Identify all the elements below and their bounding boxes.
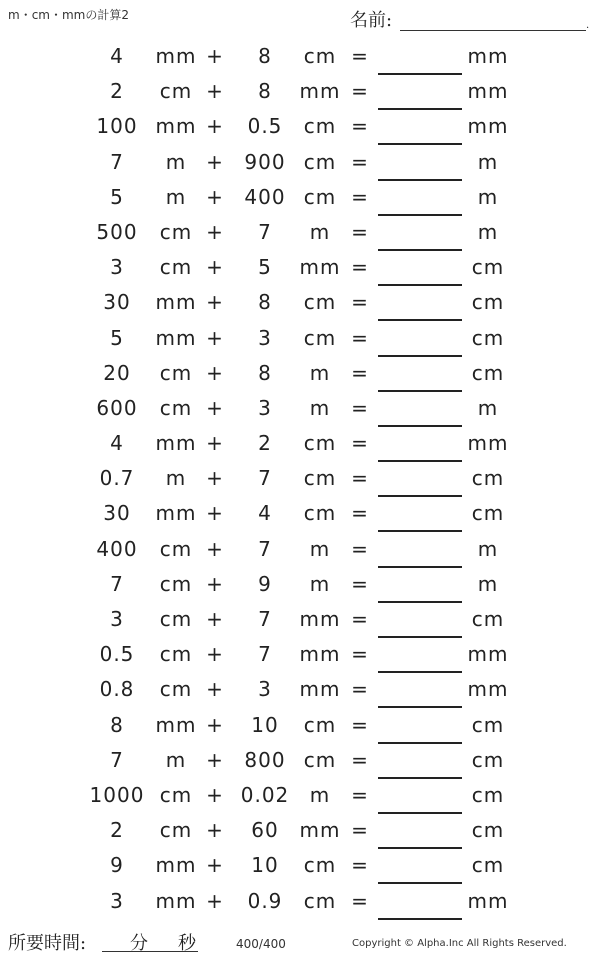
minutes-label: 分 (130, 933, 148, 954)
answer-blank[interactable] (378, 321, 462, 356)
answer-unit: cm (471, 853, 505, 878)
second-number: 7 (258, 536, 272, 561)
second-number: 5 (258, 255, 272, 280)
second-number: 3 (258, 395, 272, 420)
second-unit: cm (303, 712, 337, 737)
problem-row (0, 109, 600, 144)
equals-sign: = (351, 184, 369, 209)
first-number: 3 (110, 888, 124, 913)
equals-sign: = (351, 677, 369, 702)
problem-row (0, 215, 600, 250)
answer-blank[interactable] (378, 567, 462, 602)
first-number: 2 (110, 818, 124, 843)
equals-sign: = (351, 149, 369, 174)
second-number: 8 (258, 290, 272, 315)
first-unit: mm (155, 501, 197, 526)
answer-blank[interactable] (378, 250, 462, 285)
second-unit: mm (299, 255, 341, 280)
second-unit: cm (303, 290, 337, 315)
problem-row (0, 496, 600, 531)
second-number: 7 (258, 607, 272, 631)
answer-unit: cm (471, 255, 505, 280)
first-unit: m (165, 149, 187, 174)
answer-unit: mm (467, 79, 509, 104)
answer-unit: m (477, 219, 499, 244)
problem-row (0, 602, 600, 637)
equals-sign: = (351, 607, 369, 631)
first-unit: mm (155, 712, 197, 737)
first-unit: cm (159, 677, 193, 702)
seconds-label: 秒 (178, 933, 196, 954)
plus-operator: + (206, 79, 224, 104)
first-unit: cm (159, 607, 193, 631)
first-unit: m (165, 466, 187, 491)
problem-row (0, 672, 600, 707)
plus-operator: + (206, 607, 224, 631)
second-unit: cm (303, 853, 337, 878)
answer-unit: cm (471, 607, 505, 631)
answer-blank[interactable] (378, 426, 462, 461)
equals-sign: = (351, 325, 369, 350)
answer-blank[interactable] (378, 39, 462, 74)
plus-operator: + (206, 114, 224, 139)
second-number: 4 (258, 501, 272, 526)
first-number: 0.5 (99, 642, 135, 667)
time-required-label: 所要時間: (8, 933, 87, 954)
problem-row (0, 778, 600, 813)
problem-row (0, 708, 600, 743)
answer-unit: m (477, 571, 499, 596)
second-unit: m (309, 782, 331, 807)
first-unit: cm (159, 79, 193, 104)
problem-row (0, 884, 600, 919)
second-number: 8 (258, 79, 272, 104)
problem-row (0, 356, 600, 391)
first-number: 3 (110, 607, 124, 631)
second-unit: m (309, 571, 331, 596)
first-unit: cm (159, 818, 193, 843)
problem-row (0, 743, 600, 778)
problem-row (0, 426, 600, 461)
plus-operator: + (206, 360, 224, 385)
name-field[interactable] (350, 6, 590, 30)
second-unit: cm (303, 44, 337, 68)
equals-sign: = (351, 853, 369, 878)
equals-sign: = (351, 219, 369, 244)
second-unit: m (309, 395, 331, 420)
equals-sign: = (351, 466, 369, 491)
second-number: 9 (258, 571, 272, 596)
second-unit: cm (303, 466, 337, 491)
answer-blank[interactable] (378, 602, 462, 637)
equals-sign: = (351, 255, 369, 280)
answer-unit: mm (467, 888, 509, 913)
first-number: 5 (110, 184, 124, 209)
problem-row (0, 321, 600, 356)
answer-unit: cm (471, 818, 505, 843)
answer-blank[interactable] (378, 74, 462, 109)
first-unit: cm (159, 571, 193, 596)
first-unit: cm (159, 360, 193, 385)
answer-unit: cm (471, 782, 505, 807)
first-unit: m (165, 747, 187, 772)
equals-sign: = (351, 501, 369, 526)
plus-operator: + (206, 255, 224, 280)
equals-sign: = (351, 79, 369, 104)
equals-sign: = (351, 712, 369, 737)
answer-blank[interactable] (378, 496, 462, 531)
plus-operator: + (206, 853, 224, 878)
answer-blank[interactable] (378, 391, 462, 426)
first-unit: mm (155, 44, 197, 68)
first-unit: mm (155, 888, 197, 913)
answer-blank[interactable] (378, 708, 462, 743)
plus-operator: + (206, 642, 224, 667)
first-number: 0.7 (99, 466, 135, 491)
second-number: 0.5 (247, 114, 283, 139)
second-unit: cm (303, 325, 337, 350)
equals-sign: = (351, 782, 369, 807)
problem-row (0, 567, 600, 602)
plus-operator: + (206, 536, 224, 561)
second-number: 7 (258, 642, 272, 667)
answer-blank[interactable] (378, 145, 462, 180)
answer-blank[interactable] (378, 813, 462, 848)
second-number: 8 (258, 44, 272, 68)
answer-blank[interactable] (378, 743, 462, 778)
plus-operator: + (206, 712, 224, 737)
name-label: 名前: (350, 10, 393, 31)
first-unit: mm (155, 853, 197, 878)
plus-operator: + (206, 747, 224, 772)
equals-sign: = (351, 818, 369, 843)
answer-blank[interactable] (378, 532, 462, 567)
second-number: 7 (258, 466, 272, 491)
answer-underline (378, 918, 462, 920)
answer-unit: mm (467, 642, 509, 667)
second-number: 3 (258, 677, 272, 702)
equals-sign: = (351, 571, 369, 596)
first-unit: cm (159, 536, 193, 561)
first-number: 4 (110, 44, 124, 68)
answer-unit: cm (471, 325, 505, 350)
second-unit: m (309, 536, 331, 561)
first-number: 600 (96, 395, 138, 420)
footer (0, 929, 600, 957)
second-unit: cm (303, 149, 337, 174)
plus-operator: + (206, 818, 224, 843)
name-line-end: . (586, 20, 590, 31)
answer-blank[interactable] (378, 109, 462, 144)
problem-row (0, 74, 600, 109)
problem-row (0, 180, 600, 215)
first-unit: mm (155, 431, 197, 456)
plus-operator: + (206, 466, 224, 491)
equals-sign: = (351, 642, 369, 667)
first-number: 9 (110, 853, 124, 878)
second-unit: m (309, 219, 331, 244)
plus-operator: + (206, 44, 224, 68)
equals-sign: = (351, 290, 369, 315)
second-number: 60 (251, 818, 279, 843)
answer-unit: mm (467, 431, 509, 456)
answer-blank[interactable] (378, 285, 462, 320)
answer-unit: mm (467, 44, 509, 68)
second-number: 0.02 (240, 782, 290, 807)
answer-blank[interactable] (378, 180, 462, 215)
second-unit: cm (303, 501, 337, 526)
plus-operator: + (206, 501, 224, 526)
first-unit: mm (155, 325, 197, 350)
first-unit: m (165, 184, 187, 209)
second-number: 900 (244, 149, 286, 174)
problem-row (0, 461, 600, 496)
second-number: 3 (258, 325, 272, 350)
first-number: 7 (110, 747, 124, 772)
first-number: 7 (110, 149, 124, 174)
answer-unit: cm (471, 290, 505, 315)
second-number: 800 (244, 747, 286, 772)
second-number: 10 (251, 712, 279, 737)
plus-operator: + (206, 290, 224, 315)
equals-sign: = (351, 360, 369, 385)
problem-row (0, 848, 600, 883)
first-number: 8 (110, 712, 124, 737)
problem-row (0, 532, 600, 567)
first-number: 4 (110, 431, 124, 456)
answer-unit: mm (467, 114, 509, 139)
first-unit: cm (159, 395, 193, 420)
plus-operator: + (206, 184, 224, 209)
plus-operator: + (206, 219, 224, 244)
problem-row (0, 250, 600, 285)
answer-unit: cm (471, 712, 505, 737)
plus-operator: + (206, 888, 224, 913)
plus-operator: + (206, 677, 224, 702)
answer-blank[interactable] (378, 848, 462, 883)
plus-operator: + (206, 571, 224, 596)
second-unit: cm (303, 114, 337, 139)
first-unit: cm (159, 255, 193, 280)
second-number: 10 (251, 853, 279, 878)
first-number: 400 (96, 536, 138, 561)
plus-operator: + (206, 149, 224, 174)
answer-unit: cm (471, 466, 505, 491)
first-number: 500 (96, 219, 138, 244)
problem-row (0, 637, 600, 672)
second-unit: cm (303, 431, 337, 456)
answer-unit: mm (467, 677, 509, 702)
second-unit: cm (303, 888, 337, 913)
worksheet-title: m・cm・mmの計算2 (8, 8, 129, 22)
equals-sign: = (351, 114, 369, 139)
equals-sign: = (351, 536, 369, 561)
second-number: 2 (258, 431, 272, 456)
first-unit: cm (159, 219, 193, 244)
first-number: 0.8 (99, 677, 135, 702)
answer-blank[interactable] (378, 778, 462, 813)
problem-row (0, 813, 600, 848)
equals-sign: = (351, 44, 369, 68)
second-unit: mm (299, 677, 341, 702)
equals-sign: = (351, 747, 369, 772)
plus-operator: + (206, 431, 224, 456)
second-unit: mm (299, 642, 341, 667)
problem-list (0, 39, 600, 919)
second-unit: mm (299, 607, 341, 631)
answer-unit: m (477, 184, 499, 209)
answer-blank[interactable] (378, 884, 462, 919)
problem-row (0, 285, 600, 320)
copyright-notice: Copyright © Alpha.Inc All Rights Reserved. (352, 938, 567, 949)
plus-operator: + (206, 395, 224, 420)
answer-blank[interactable] (378, 461, 462, 496)
equals-sign: = (351, 888, 369, 913)
first-number: 20 (103, 360, 131, 385)
first-number: 7 (110, 571, 124, 596)
first-number: 100 (96, 114, 138, 139)
second-unit: cm (303, 747, 337, 772)
answer-unit: cm (471, 360, 505, 385)
answer-unit: m (477, 395, 499, 420)
problem-row (0, 145, 600, 180)
first-unit: mm (155, 290, 197, 315)
second-number: 400 (244, 184, 286, 209)
problem-row (0, 391, 600, 426)
second-unit: mm (299, 79, 341, 104)
answer-blank[interactable] (378, 215, 462, 250)
problem-row (0, 39, 600, 74)
answer-blank[interactable] (378, 672, 462, 707)
first-unit: cm (159, 642, 193, 667)
second-unit: mm (299, 818, 341, 843)
first-number: 2 (110, 79, 124, 104)
equals-sign: = (351, 395, 369, 420)
answer-unit: cm (471, 501, 505, 526)
first-number: 30 (103, 501, 131, 526)
answer-blank[interactable] (378, 637, 462, 672)
answer-unit: cm (471, 747, 505, 772)
second-number: 8 (258, 360, 272, 385)
answer-blank[interactable] (378, 356, 462, 391)
second-number: 7 (258, 219, 272, 244)
page-count: 400/400 (236, 937, 286, 951)
first-number: 5 (110, 325, 124, 350)
answer-unit: m (477, 536, 499, 561)
second-unit: m (309, 360, 331, 385)
equals-sign: = (351, 431, 369, 456)
first-number: 3 (110, 255, 124, 280)
second-unit: cm (303, 184, 337, 209)
first-unit: cm (159, 782, 193, 807)
plus-operator: + (206, 782, 224, 807)
first-number: 30 (103, 290, 131, 315)
plus-operator: + (206, 325, 224, 350)
second-number: 0.9 (247, 888, 283, 913)
first-number: 1000 (89, 782, 145, 807)
name-underline[interactable] (400, 30, 586, 31)
answer-unit: m (477, 149, 499, 174)
first-unit: mm (155, 114, 197, 139)
